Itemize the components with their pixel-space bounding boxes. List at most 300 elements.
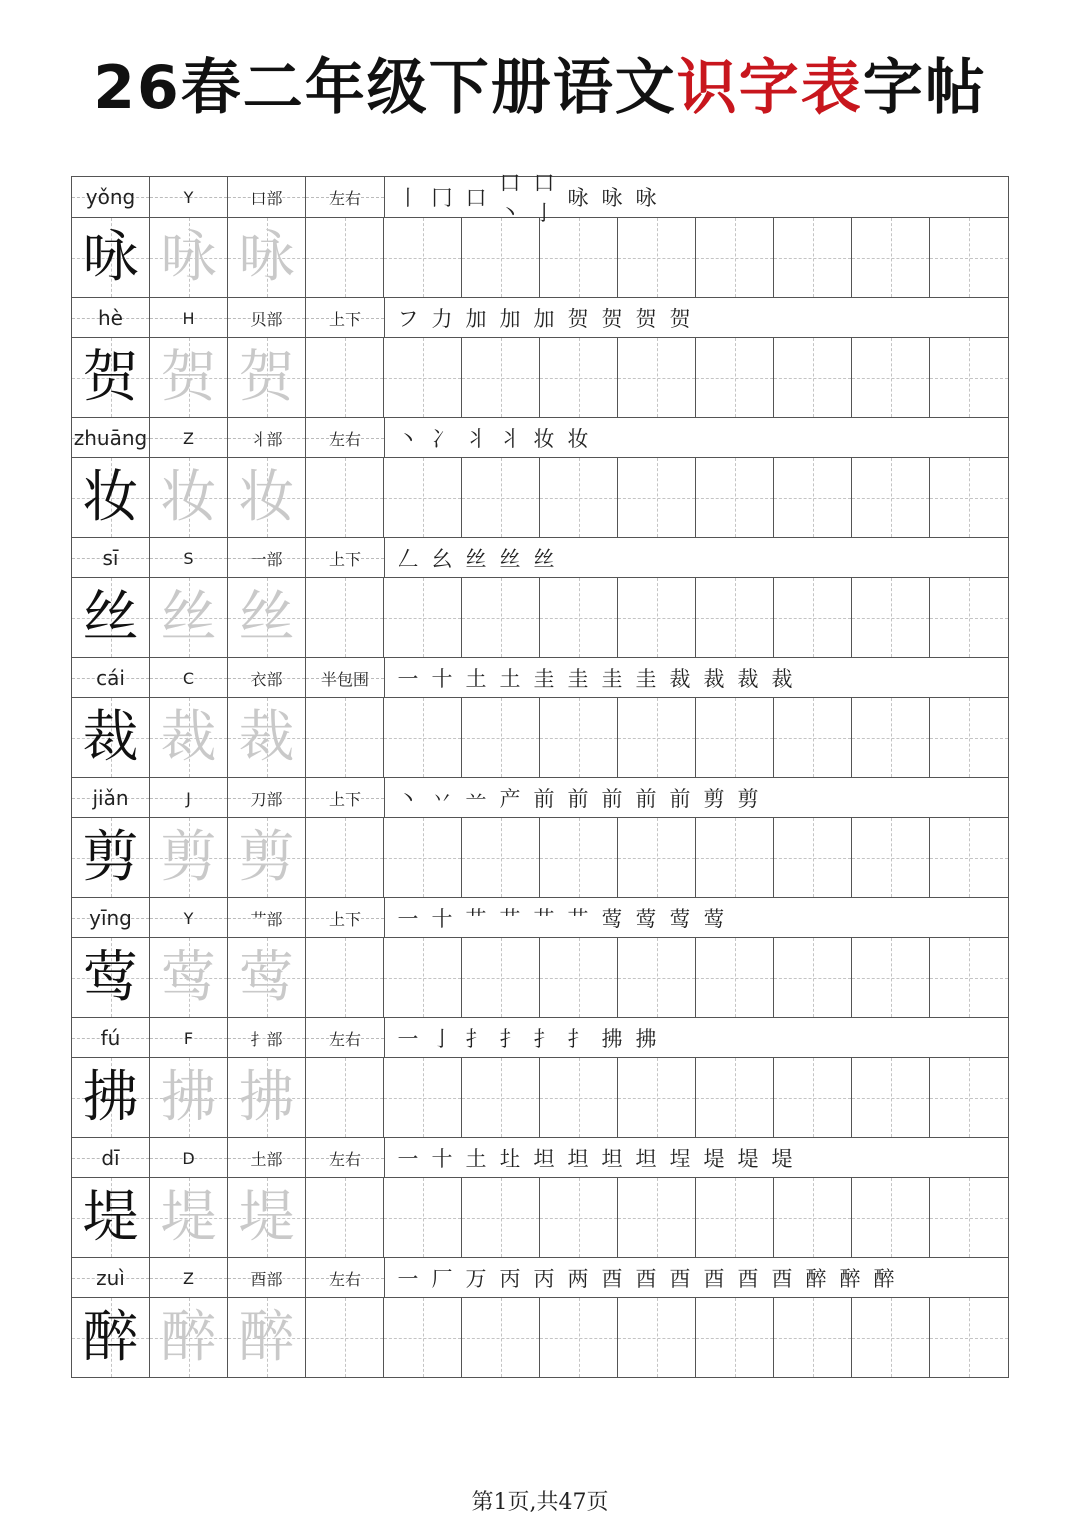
initial-cell: [150, 898, 228, 938]
practice-box[interactable]: [462, 1178, 540, 1257]
trace-char-box: [150, 338, 228, 417]
radical-cell: [228, 177, 306, 217]
title-part-2-highlight: 识字表: [676, 53, 863, 123]
practice-box[interactable]: [852, 818, 930, 897]
stroke-step: 拂: [635, 1027, 657, 1051]
practice-box[interactable]: [540, 218, 618, 297]
stroke-step: 莺: [635, 907, 657, 931]
trace-char-box: [228, 1058, 306, 1137]
initial-cell: [150, 1258, 228, 1298]
trace-char-box: [150, 578, 228, 657]
stroke-step: 扌: [567, 1027, 589, 1051]
initial-cell-text: Z: [183, 428, 194, 448]
trace-character: 丝: [238, 584, 295, 650]
practice-box[interactable]: [696, 338, 774, 417]
initial-cell: [150, 1138, 228, 1178]
stroke-step: 圭: [601, 667, 623, 691]
model-char-box: [72, 338, 150, 417]
stroke-step: 贺: [567, 307, 589, 331]
trace-char-box: [150, 938, 228, 1017]
practice-box[interactable]: [852, 1298, 930, 1377]
radical-cell-text: 贝部: [250, 309, 283, 329]
stroke-step: 一: [397, 907, 419, 931]
trace-char-box: [228, 1178, 306, 1257]
writing-grid: [72, 938, 1008, 1017]
character-entry: [72, 897, 1008, 1017]
model-char-box: [72, 458, 150, 537]
practice-box[interactable]: [696, 818, 774, 897]
practice-box[interactable]: [852, 698, 930, 777]
practice-box[interactable]: [696, 1298, 774, 1377]
stroke-step: 莺: [669, 907, 691, 931]
practice-box[interactable]: [384, 338, 462, 417]
pinyin-cell-text: zhuāng: [73, 426, 148, 450]
trace-character: 裁: [238, 704, 295, 770]
trace-character: 丝: [160, 584, 217, 650]
practice-box[interactable]: [696, 578, 774, 657]
model-character: 贺: [82, 344, 139, 410]
stroke-step: 扌: [499, 1027, 521, 1051]
practice-box[interactable]: [306, 938, 384, 1017]
radical-cell-text: 刀部: [250, 789, 283, 809]
radical-cell: [228, 298, 306, 338]
stroke-step: 艹: [499, 907, 521, 931]
practice-box[interactable]: [618, 218, 696, 297]
stroke-step: 一: [397, 1267, 419, 1291]
trace-character: 堤: [160, 1184, 217, 1250]
practice-box[interactable]: [852, 458, 930, 537]
trace-character: 堤: [238, 1184, 295, 1250]
structure-cell: [306, 1258, 385, 1298]
pinyin-cell: [72, 898, 150, 938]
stroke-step: 十: [431, 667, 453, 691]
stroke-order: [385, 171, 1011, 225]
practice-box[interactable]: [930, 1298, 1008, 1377]
pinyin-cell: [72, 1018, 150, 1058]
writing-grid: [72, 1298, 1008, 1377]
radical-cell-text: 艹部: [250, 909, 283, 929]
initial-cell-text: F: [183, 1028, 194, 1048]
practice-box[interactable]: [774, 1178, 852, 1257]
structure-cell-text: 左右: [328, 1149, 361, 1169]
practice-box[interactable]: [306, 1058, 384, 1137]
stroke-step: 圭: [635, 667, 657, 691]
practice-box[interactable]: [852, 338, 930, 417]
model-char-box: [72, 1298, 150, 1377]
stroke-order: [385, 658, 1011, 698]
stroke-step: 丙: [499, 1267, 521, 1291]
stroke-step: 𠃋: [397, 547, 419, 571]
practice-box[interactable]: [774, 1298, 852, 1377]
structure-cell: [306, 658, 385, 698]
model-character: 拂: [82, 1064, 139, 1130]
model-char-box: [72, 218, 150, 297]
pinyin-cell-text: yīng: [89, 906, 132, 930]
practice-box[interactable]: [384, 578, 462, 657]
stroke-step: 前: [635, 787, 657, 811]
practice-box[interactable]: [462, 1058, 540, 1137]
trace-char-box: [228, 338, 306, 417]
practice-box[interactable]: [384, 458, 462, 537]
practice-box[interactable]: [618, 818, 696, 897]
stroke-step: 莺: [703, 907, 725, 931]
practice-box[interactable]: [384, 1298, 462, 1377]
trace-character: 莺: [238, 944, 295, 1010]
info-row: [72, 777, 1008, 818]
initial-cell: [150, 1018, 228, 1058]
practice-box[interactable]: [696, 458, 774, 537]
radical-cell: [228, 418, 306, 458]
trace-character: 贺: [238, 344, 295, 410]
practice-box[interactable]: [930, 1058, 1008, 1137]
structure-cell: [306, 418, 385, 458]
writing-grid: [72, 698, 1008, 777]
pinyin-cell: [72, 658, 150, 698]
stroke-step: 醉: [839, 1267, 861, 1291]
radical-cell: [228, 1258, 306, 1298]
radical-cell: [228, 538, 306, 578]
practice-box[interactable]: [384, 938, 462, 1017]
stroke-step: 丬: [499, 427, 521, 451]
practice-box[interactable]: [930, 458, 1008, 537]
practice-box[interactable]: [462, 938, 540, 1017]
stroke-step: 坦: [601, 1147, 623, 1171]
practice-box[interactable]: [930, 938, 1008, 1017]
stroke-step: 丝: [465, 547, 487, 571]
writing-grid: [72, 578, 1008, 657]
practice-box[interactable]: [462, 698, 540, 777]
practice-box[interactable]: [384, 1178, 462, 1257]
stroke-step: 艹: [567, 907, 589, 931]
stroke-step: 贺: [601, 307, 623, 331]
trace-char-box: [150, 458, 228, 537]
stroke-step: 醉: [805, 1267, 827, 1291]
structure-cell-text: 左右: [328, 1029, 361, 1049]
initial-cell-text: Y: [183, 187, 194, 207]
practice-box[interactable]: [306, 578, 384, 657]
trace-character: 拂: [238, 1064, 295, 1130]
radical-cell-text: 丬部: [250, 429, 283, 449]
practice-box[interactable]: [852, 938, 930, 1017]
practice-box[interactable]: [540, 698, 618, 777]
pinyin-cell: [72, 298, 150, 338]
trace-char-box: [150, 698, 228, 777]
practice-box[interactable]: [696, 938, 774, 1017]
stroke-step: 酉: [669, 1267, 691, 1291]
stroke-step: 力: [431, 307, 453, 331]
practice-box[interactable]: [930, 1178, 1008, 1257]
practice-box[interactable]: [540, 458, 618, 537]
practice-box[interactable]: [852, 578, 930, 657]
info-row: [72, 1137, 1008, 1178]
radical-cell: [228, 1018, 306, 1058]
stroke-step: 厂: [431, 1267, 453, 1291]
stroke-step: 艹: [465, 907, 487, 931]
page-title: [0, 40, 1080, 126]
trace-char-box: [228, 938, 306, 1017]
stroke-step: 咏: [601, 186, 623, 210]
info-row: [72, 1017, 1008, 1058]
stroke-step: 土: [465, 1147, 487, 1171]
practice-box[interactable]: [540, 1058, 618, 1137]
practice-box[interactable]: [930, 218, 1008, 297]
stroke-step: 冫: [431, 427, 453, 451]
pinyin-cell: [72, 1138, 150, 1178]
character-entry: [72, 657, 1008, 777]
info-row: [72, 171, 1008, 225]
character-entry: [72, 171, 1008, 297]
pinyin-cell-text: jiǎn: [92, 786, 129, 810]
stroke-step: 丝: [499, 547, 521, 571]
trace-char-box: [150, 1298, 228, 1377]
info-row: [72, 897, 1008, 938]
stroke-step: 裁: [703, 667, 725, 691]
structure-cell: [306, 1018, 385, 1058]
pinyin-cell-text: fú: [100, 1026, 121, 1050]
structure-cell-text: 左右: [328, 429, 361, 449]
model-character: 妆: [82, 464, 139, 530]
stroke-step: 圭: [567, 667, 589, 691]
character-entry: [72, 537, 1008, 657]
stroke-step: 䒑: [465, 787, 487, 811]
character-entry: [72, 1017, 1008, 1137]
stroke-step: 丨: [397, 186, 419, 210]
structure-cell: [306, 177, 385, 217]
practice-box[interactable]: [618, 698, 696, 777]
practice-box[interactable]: [774, 818, 852, 897]
practice-box[interactable]: [618, 578, 696, 657]
stroke-order: [385, 418, 1011, 458]
writing-grid: [72, 218, 1008, 297]
practice-box[interactable]: [384, 1058, 462, 1137]
trace-character: 剪: [238, 824, 295, 890]
pinyin-cell-text: hè: [98, 306, 123, 330]
practice-box[interactable]: [852, 1058, 930, 1137]
model-char-box: [72, 1178, 150, 1257]
practice-box[interactable]: [540, 1178, 618, 1257]
practice-box[interactable]: [462, 818, 540, 897]
stroke-step: 丷: [431, 787, 453, 811]
practice-box[interactable]: [306, 458, 384, 537]
practice-box[interactable]: [618, 938, 696, 1017]
practice-box[interactable]: [462, 338, 540, 417]
practice-box[interactable]: [774, 578, 852, 657]
radical-cell: [228, 778, 306, 818]
practice-box[interactable]: [774, 458, 852, 537]
pinyin-cell: [72, 418, 150, 458]
initial-cell-text: C: [182, 668, 195, 688]
practice-box[interactable]: [774, 1058, 852, 1137]
stroke-step: 圭: [533, 667, 555, 691]
radical-cell-text: 衣部: [250, 669, 283, 689]
model-character: 裁: [82, 704, 139, 770]
structure-cell: [306, 538, 385, 578]
stroke-step: 口亅: [533, 171, 555, 225]
practice-box[interactable]: [696, 1058, 774, 1137]
structure-cell-text: 上下: [328, 549, 361, 569]
practice-box[interactable]: [930, 818, 1008, 897]
structure-cell-text: 左右: [328, 1269, 361, 1289]
practice-box[interactable]: [540, 338, 618, 417]
trace-character: 裁: [160, 704, 217, 770]
practice-box[interactable]: [306, 218, 384, 297]
stroke-step: 堤: [771, 1147, 793, 1171]
stroke-step: 裁: [737, 667, 759, 691]
pinyin-cell: [72, 778, 150, 818]
practice-box[interactable]: [696, 698, 774, 777]
trace-char-box: [228, 578, 306, 657]
initial-cell: [150, 658, 228, 698]
initial-cell: [150, 298, 228, 338]
pinyin-cell: [72, 1258, 150, 1298]
model-character: 莺: [82, 944, 139, 1010]
practice-box[interactable]: [306, 698, 384, 777]
stroke-step: 贺: [635, 307, 657, 331]
practice-box[interactable]: [540, 578, 618, 657]
writing-grid: [72, 818, 1008, 897]
practice-box[interactable]: [618, 1058, 696, 1137]
stroke-step: 酉: [703, 1267, 725, 1291]
radical-cell-text: 口部: [250, 188, 283, 208]
stroke-step: 裁: [771, 667, 793, 691]
model-character: 堤: [82, 1184, 139, 1250]
stroke-step: 艹: [533, 907, 555, 931]
practice-box[interactable]: [462, 578, 540, 657]
practice-box[interactable]: [462, 458, 540, 537]
stroke-order: [385, 778, 1011, 818]
practice-box[interactable]: [852, 218, 930, 297]
trace-character: 醉: [238, 1304, 295, 1370]
practice-box[interactable]: [306, 338, 384, 417]
practice-box[interactable]: [618, 458, 696, 537]
initial-cell: [150, 538, 228, 578]
practice-box[interactable]: [618, 1298, 696, 1377]
stroke-order: [385, 1018, 1011, 1058]
structure-cell-text: 上下: [328, 309, 361, 329]
practice-box[interactable]: [774, 338, 852, 417]
practice-box[interactable]: [306, 1298, 384, 1377]
trace-character: 妆: [238, 464, 295, 530]
stroke-step: 土: [499, 667, 521, 691]
practice-box[interactable]: [384, 698, 462, 777]
practice-box[interactable]: [306, 818, 384, 897]
trace-char-box: [150, 1058, 228, 1137]
trace-character: 咏: [160, 224, 217, 290]
model-char-box: [72, 578, 150, 657]
practice-sheet: [71, 171, 1009, 1378]
page-footer: 第1页,共47页: [471, 1490, 609, 1515]
practice-box[interactable]: [618, 338, 696, 417]
practice-box[interactable]: [306, 1178, 384, 1257]
practice-box[interactable]: [384, 818, 462, 897]
practice-box[interactable]: [462, 218, 540, 297]
radical-cell: [228, 658, 306, 698]
stroke-step: フ: [397, 307, 419, 331]
stroke-step: 丙: [533, 1267, 555, 1291]
stroke-step: 两: [567, 1267, 589, 1291]
stroke-step: 剪: [703, 787, 725, 811]
pinyin-cell: [72, 538, 150, 578]
stroke-step: 幺: [431, 547, 453, 571]
model-char-box: [72, 938, 150, 1017]
model-character: 丝: [82, 584, 139, 650]
practice-box[interactable]: [696, 1178, 774, 1257]
stroke-step: 前: [567, 787, 589, 811]
practice-box[interactable]: [618, 1178, 696, 1257]
practice-box[interactable]: [930, 698, 1008, 777]
structure-cell: [306, 298, 385, 338]
initial-cell-text: H: [182, 308, 195, 328]
stroke-step: 扌: [465, 1027, 487, 1051]
stroke-order: [385, 1138, 1011, 1178]
practice-box[interactable]: [930, 338, 1008, 417]
stroke-step: 丬: [465, 427, 487, 451]
practice-box[interactable]: [540, 818, 618, 897]
stroke-step: 丝: [533, 547, 555, 571]
structure-cell-text: 上下: [328, 909, 361, 929]
character-entry: [72, 1137, 1008, 1257]
stroke-step: 圵: [499, 1147, 521, 1171]
initial-cell: [150, 418, 228, 458]
stroke-step: 裁: [669, 667, 691, 691]
character-entry: [72, 417, 1008, 537]
character-entry: [72, 777, 1008, 897]
practice-box[interactable]: [774, 698, 852, 777]
radical-cell-text: 土部: [250, 1149, 283, 1169]
radical-cell: [228, 1138, 306, 1178]
writing-grid: [72, 1178, 1008, 1257]
stroke-step: 前: [601, 787, 623, 811]
stroke-step: 产: [499, 787, 521, 811]
initial-cell: [150, 778, 228, 818]
practice-box[interactable]: [774, 218, 852, 297]
stroke-step: 一: [397, 667, 419, 691]
writing-grid: [72, 1058, 1008, 1137]
stroke-step: 冂: [431, 186, 453, 210]
stroke-step: 口: [465, 186, 487, 210]
trace-char-box: [228, 698, 306, 777]
practice-box[interactable]: [696, 218, 774, 297]
stroke-order: [385, 898, 1011, 938]
practice-box[interactable]: [384, 218, 462, 297]
initial-cell-text: Y: [183, 908, 194, 928]
stroke-step: 亅: [431, 1027, 453, 1051]
stroke-step: 一: [397, 1147, 419, 1171]
practice-box[interactable]: [540, 1298, 618, 1377]
practice-box[interactable]: [540, 938, 618, 1017]
practice-box[interactable]: [852, 1178, 930, 1257]
character-entry: [72, 1257, 1008, 1377]
model-char-box: [72, 818, 150, 897]
pinyin-cell: [72, 177, 150, 217]
stroke-step: 丶: [397, 427, 419, 451]
stroke-order: [385, 298, 1011, 338]
radical-cell: [228, 898, 306, 938]
trace-char-box: [228, 1298, 306, 1377]
info-row: [72, 417, 1008, 458]
info-row: [72, 1257, 1008, 1298]
writing-grid: [72, 338, 1008, 417]
title-part-1: 26春二年级下册语文: [93, 53, 677, 123]
radical-cell-text: 一部: [250, 549, 283, 569]
practice-box[interactable]: [774, 938, 852, 1017]
practice-box[interactable]: [462, 1298, 540, 1377]
trace-character: 醉: [160, 1304, 217, 1370]
stroke-step: 剪: [737, 787, 759, 811]
pinyin-cell-text: sī: [102, 546, 119, 570]
practice-box[interactable]: [930, 578, 1008, 657]
info-row: [72, 657, 1008, 698]
